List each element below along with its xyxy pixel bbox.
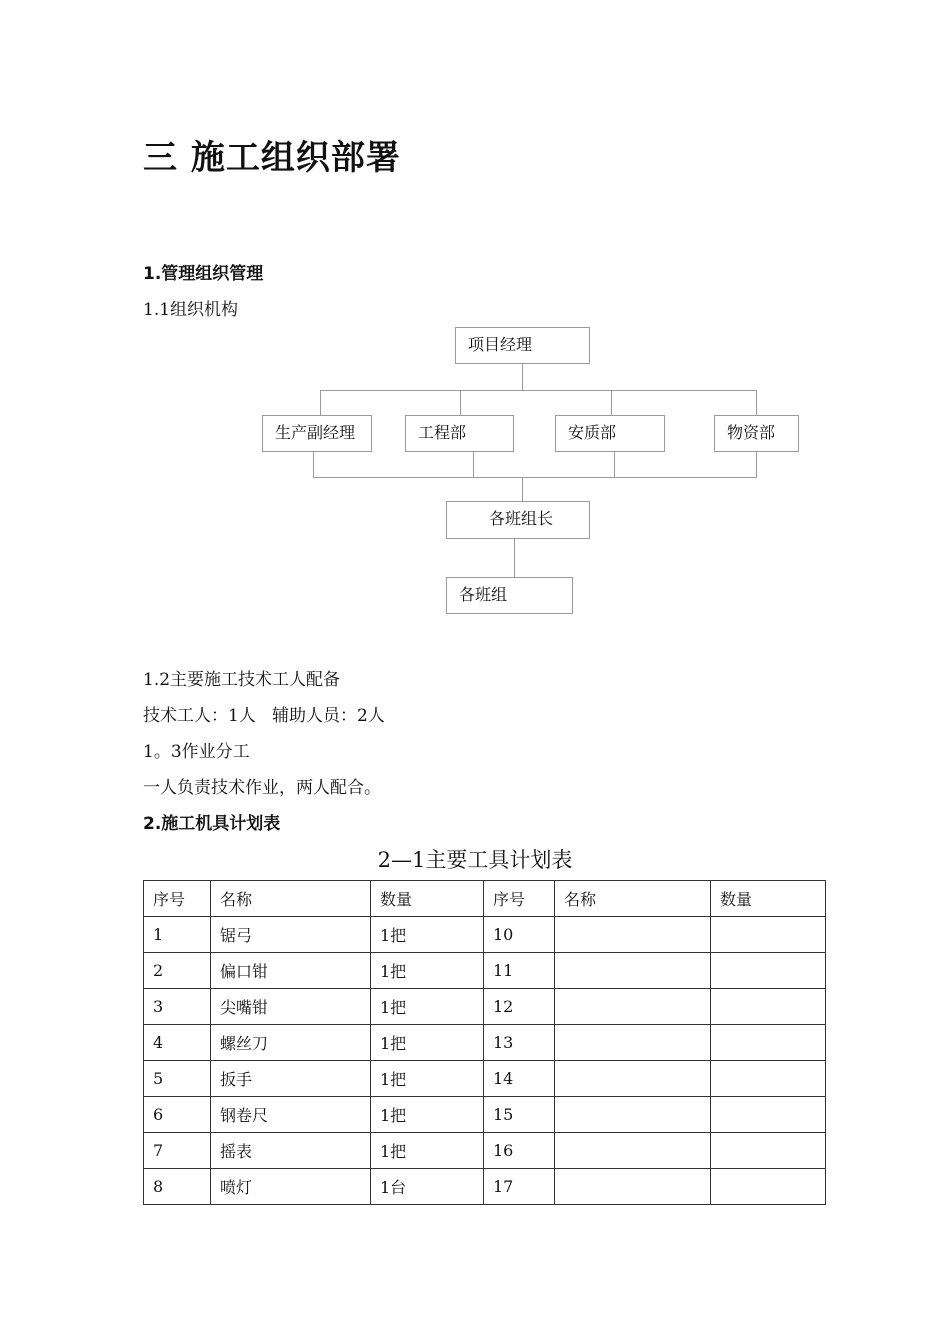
table-cell: 1台 [371,1169,484,1205]
table-cell: 15 [484,1097,555,1133]
table-header-row [144,881,826,917]
duty-line: 一人负责技术作业，两人配合。 [143,778,381,798]
header-cell: 名称 [555,881,711,917]
table-cell: 12 [484,989,555,1025]
table-cell [555,1133,711,1169]
connector [320,390,757,391]
subsection-1-2: 1.2主要施工技术工人配备 [143,670,341,690]
section-2-title: 2.施工机具计划表 [143,814,281,834]
table-cell: 14 [484,1061,555,1097]
table-cell [555,1097,711,1133]
connector [522,364,523,390]
table-cell: 1把 [371,1025,484,1061]
table-cell: 1把 [371,1133,484,1169]
table-row [144,1025,826,1061]
org-box-engineering: 工程部 [405,415,514,452]
org-box-team-leaders: 各班组长 [446,501,590,539]
header-cell: 序号 [484,881,555,917]
subsection-1-3: 1。3作业分工 [143,742,250,762]
table-row [144,953,826,989]
org-box-materials: 物资部 [714,415,799,452]
table-cell [555,1025,711,1061]
page-title: 三 施工组织部署 [143,138,401,178]
connector [522,477,523,501]
table-cell [711,1025,826,1061]
table-row [144,1097,826,1133]
table-cell: 锯弓 [211,917,371,953]
header-cell: 数量 [371,881,484,917]
connector [313,477,757,478]
table-cell: 偏口钳 [211,953,371,989]
tools-table [143,880,826,1205]
table-cell [711,1169,826,1205]
table-cell: 螺丝刀 [211,1025,371,1061]
connector [473,452,474,477]
connector [756,452,757,477]
table-cell: 1把 [371,953,484,989]
table-cell: 1把 [371,1061,484,1097]
connector [514,539,515,577]
table-cell [711,917,826,953]
connector [460,390,461,415]
connector [614,452,615,477]
header-cell: 数量 [711,881,826,917]
connector [756,390,757,415]
table-cell [555,989,711,1025]
table-cell: 钢卷尺 [211,1097,371,1133]
table-cell [555,1061,711,1097]
table-row [144,1169,826,1205]
connector [611,390,612,415]
table-row [144,989,826,1025]
table-cell [711,953,826,989]
table-cell: 13 [484,1025,555,1061]
table-row [144,1133,826,1169]
table-cell: 6 [144,1097,211,1133]
org-box-production-manager: 生产副经理 [262,415,372,452]
table-cell: 3 [144,989,211,1025]
table-cell [555,953,711,989]
section-1-title: 1.管理组织管理 [143,264,264,284]
table-caption: 2—1主要工具计划表 [377,848,573,872]
table-row [144,917,826,953]
org-box-top: 项目经理 [455,327,590,364]
table-cell: 16 [484,1133,555,1169]
table-cell: 喷灯 [211,1169,371,1205]
org-box-safety-quality: 安质部 [555,415,665,452]
table-cell [711,1061,826,1097]
table-cell: 11 [484,953,555,989]
header-cell: 名称 [211,881,371,917]
connector [320,390,321,415]
table-cell: 扳手 [211,1061,371,1097]
table-cell [711,1133,826,1169]
table-cell [711,989,826,1025]
table-cell: 1把 [371,1097,484,1133]
subsection-1-1: 1.1组织机构 [143,300,239,320]
table-cell: 尖嘴钳 [211,989,371,1025]
table-cell [555,1169,711,1205]
connector [313,452,314,477]
table-cell: 1把 [371,989,484,1025]
table-row [144,1061,826,1097]
table-cell: 7 [144,1133,211,1169]
table-cell: 4 [144,1025,211,1061]
header-cell: 序号 [144,881,211,917]
table-cell [555,917,711,953]
table-cell: 8 [144,1169,211,1205]
table-cell [711,1097,826,1133]
table-cell: 1 [144,917,211,953]
table-cell: 1把 [371,917,484,953]
table-cell: 17 [484,1169,555,1205]
table-cell: 10 [484,917,555,953]
org-box-teams: 各班组 [446,577,573,614]
table-cell: 2 [144,953,211,989]
table-cell: 摇表 [211,1133,371,1169]
table-cell: 5 [144,1061,211,1097]
staff-line: 技术工人：1人 辅助人员：2人 [143,706,385,726]
